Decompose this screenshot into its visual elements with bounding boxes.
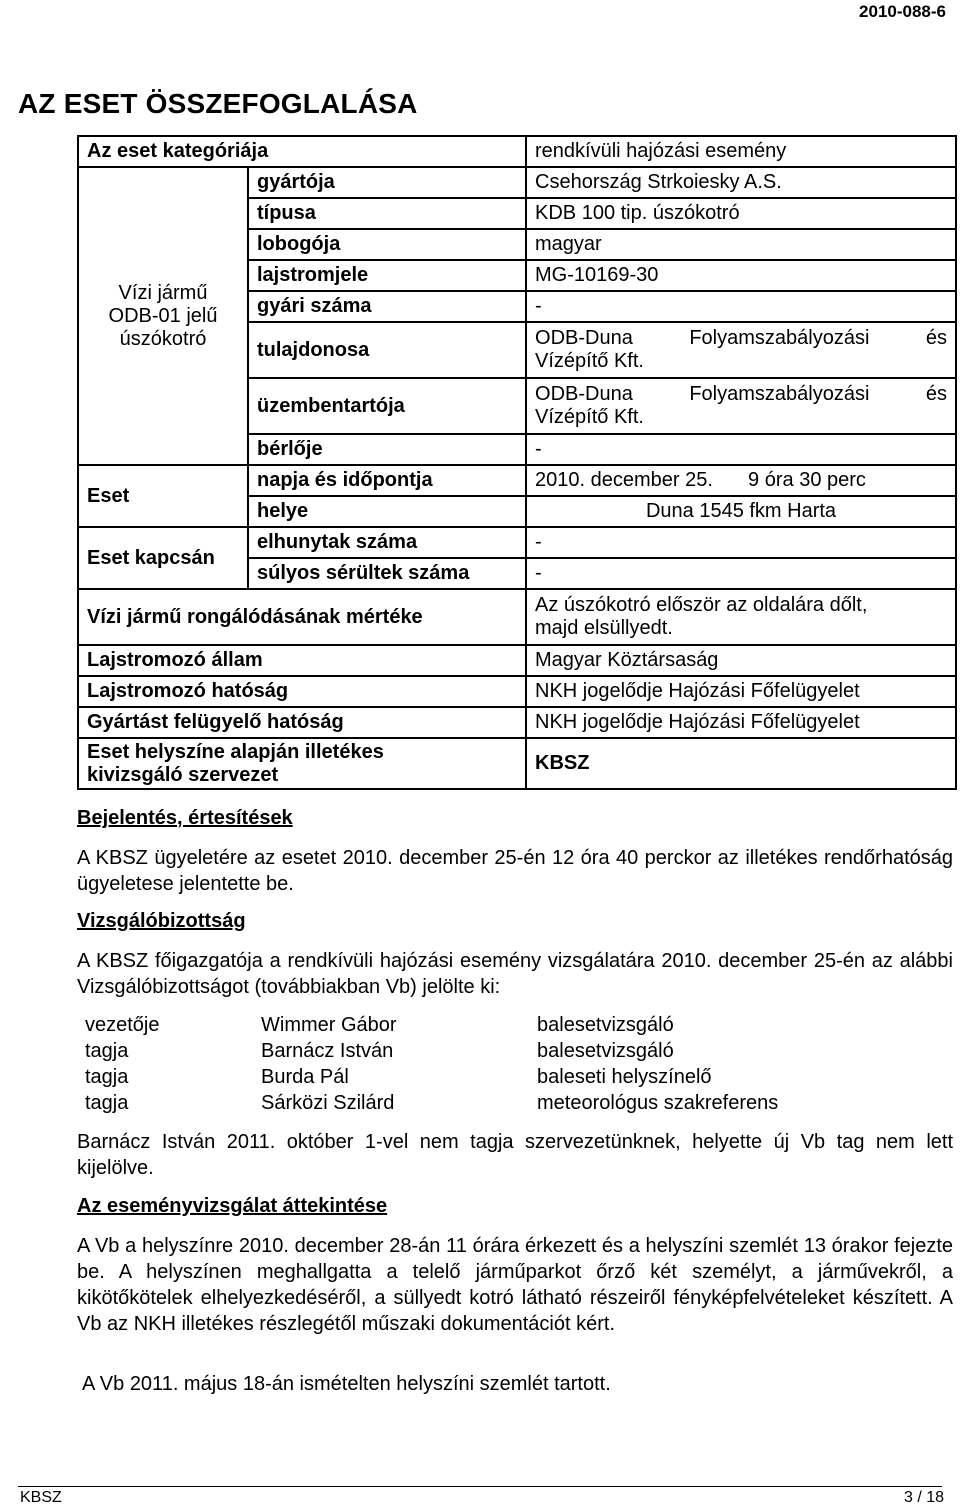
event-time: 9 óra 30 perc [748, 469, 866, 491]
vessel-row-label: gyártója [248, 167, 526, 198]
value-line: ODB-Duna Folyamszabályozási és [535, 383, 948, 405]
table-row [78, 465, 956, 496]
value-line: Eset helyszíne alapján illetékes [87, 740, 384, 763]
value-line: Az úszókotró először az oldalára dőlt, [535, 594, 868, 616]
registry-value: NKH jogelődje Hajózási Főfelügyelet [526, 707, 956, 738]
registry-label: Gyártást felügyelő hatóság [78, 707, 526, 738]
member-role: tagja [85, 1039, 129, 1062]
vessel-row-label: lajstromjele [248, 260, 526, 291]
member-title: balesetvizsgáló [537, 1013, 674, 1036]
vessel-group-line: ODB-01 jelű [108, 304, 218, 327]
member-name: Barnácz István [261, 1039, 394, 1062]
footer-divider [18, 1486, 942, 1487]
committee-members-table [77, 1012, 788, 1116]
vessel-row-value: magyar [526, 229, 956, 260]
value-line: Vízépítő Kft. [535, 406, 644, 428]
member-title: baleseti helyszínelő [537, 1065, 712, 1088]
table-row [78, 167, 956, 198]
member-role: tagja [85, 1065, 129, 1088]
table-row [77, 1090, 788, 1116]
table-row [77, 1012, 788, 1038]
vessel-row-value: MG-10169-30 [526, 260, 956, 291]
notifications-text: A KBSZ ügyeletére az esetet 2010. december 25-én 12 óra 40 perckor az illetékes rendőrhatóság ügyeletese jelentette be. [77, 847, 953, 895]
value-line: majd elsüllyedt. [535, 617, 673, 639]
damage-label: Vízi jármű rongálódásának mértéke [78, 589, 526, 645]
casualty-row-label: elhunytak száma [248, 527, 526, 558]
vessel-row-value: Csehország Strkoiesky A.S. [526, 167, 956, 198]
damage-value [526, 589, 956, 645]
vessel-row-label: üzembentartója [248, 378, 526, 434]
committee-heading: Vizsgálóbizottság [77, 910, 246, 932]
table-row [78, 589, 956, 645]
overview-heading: Az eseményvizsgálat áttekintése [77, 1195, 388, 1217]
vessel-row-value: - [526, 291, 956, 322]
table-row [78, 136, 956, 167]
investigator-value: KBSZ [526, 738, 956, 789]
category-value: rendkívüli hajózási esemény [526, 136, 956, 167]
registry-label: Lajstromozó állam [78, 645, 526, 676]
value-line: ODB-Duna Folyamszabályozási és [535, 327, 948, 349]
value-line: kivizsgáló szervezet [87, 763, 279, 786]
footer-page-number: 3 / 18 [903, 1489, 944, 1506]
vessel-group-label [78, 167, 248, 465]
table-row [77, 1064, 788, 1090]
vessel-group-line: Vízi jármű [118, 281, 208, 304]
event-row-value [526, 465, 956, 496]
page-title: AZ ESET ÖSSZEFOGLALÁSA [18, 88, 418, 119]
vessel-row-label: bérlője [248, 434, 526, 465]
table-row [77, 1038, 788, 1064]
registry-value: Magyar Köztársaság [526, 645, 956, 676]
casualty-label: Eset kapcsán [78, 527, 248, 589]
member-title: balesetvizsgáló [537, 1039, 674, 1062]
table-row [78, 676, 956, 707]
summary-table [77, 135, 957, 790]
vessel-row-label: tulajdonosa [248, 322, 526, 378]
table-row [78, 707, 956, 738]
registry-label: Lajstromozó hatóság [78, 676, 526, 707]
casualty-row-value: - [526, 527, 956, 558]
vessel-row-value: - [526, 434, 956, 465]
vessel-row-value: KDB 100 tip. úszókotró [526, 198, 956, 229]
table-row [78, 645, 956, 676]
event-row-label: napja és időpontja [248, 465, 526, 496]
event-row-value: Duna 1545 fkm Harta [526, 496, 956, 527]
event-label: Eset [78, 465, 248, 527]
vessel-row-label: lobogója [248, 229, 526, 260]
registry-value: NKH jogelődje Hajózási Főfelügyelet [526, 676, 956, 707]
table-row [78, 738, 956, 789]
event-date: 2010. december 25. [535, 469, 713, 491]
member-role: vezetője [85, 1013, 160, 1036]
notifications-heading: Bejelentés, értesítések [77, 807, 293, 829]
vessel-row-value [526, 322, 956, 378]
vessel-group-line: úszókotró [119, 327, 207, 350]
committee-note: Barnácz István 2011. október 1-vel nem tagja szervezetünknek, helyette új Vb tag nem lett kijelölve. [77, 1131, 953, 1179]
footer-org: KBSZ [20, 1489, 62, 1506]
vessel-row-label: típusa [248, 198, 526, 229]
document-id: 2010-088-6 [859, 2, 946, 21]
value-line: Vízépítő Kft. [535, 350, 644, 372]
member-name: Burda Pál [261, 1065, 349, 1088]
member-name: Wimmer Gábor [261, 1013, 397, 1036]
event-row-label: helye [248, 496, 526, 527]
member-name: Sárközi Szilárd [261, 1091, 395, 1114]
vessel-row-label: gyári száma [248, 291, 526, 322]
committee-text: A KBSZ főigazgatója a rendkívüli hajózási esemény vizsgálatára 2010. december 25-én az alábbi Vizsgálóbizottságot (továbbiakban Vb) jelölte ki: [77, 950, 953, 998]
member-title: meteorológus szakreferens [537, 1091, 779, 1114]
category-label: Az eset kategóriája [78, 136, 526, 167]
overview-text-2: A Vb 2011. május 18-án ismételten helyszíni szemlét tartott. [82, 1373, 611, 1395]
investigator-label [78, 738, 526, 789]
casualty-row-value: - [526, 558, 956, 589]
vessel-row-value [526, 378, 956, 434]
member-role: tagja [85, 1091, 129, 1114]
table-row [78, 527, 956, 558]
overview-text: A Vb a helyszínre 2010. december 28-án 11 órára érkezett és a helyszíni szemlét 13 órakor fejezte be. A helyszínen meghallgatta a telelő járműparkot őrző két személyt, a járművekről, a kikötőkötelek elhelyezkedéséről, a süllyedt kotró látható részeiről fényképfelvételeket készített. A Vb az NKH illetékes részlegétől műszaki dokumentációt kért. [77, 1235, 953, 1335]
casualty-row-label: súlyos sérültek száma [248, 558, 526, 589]
